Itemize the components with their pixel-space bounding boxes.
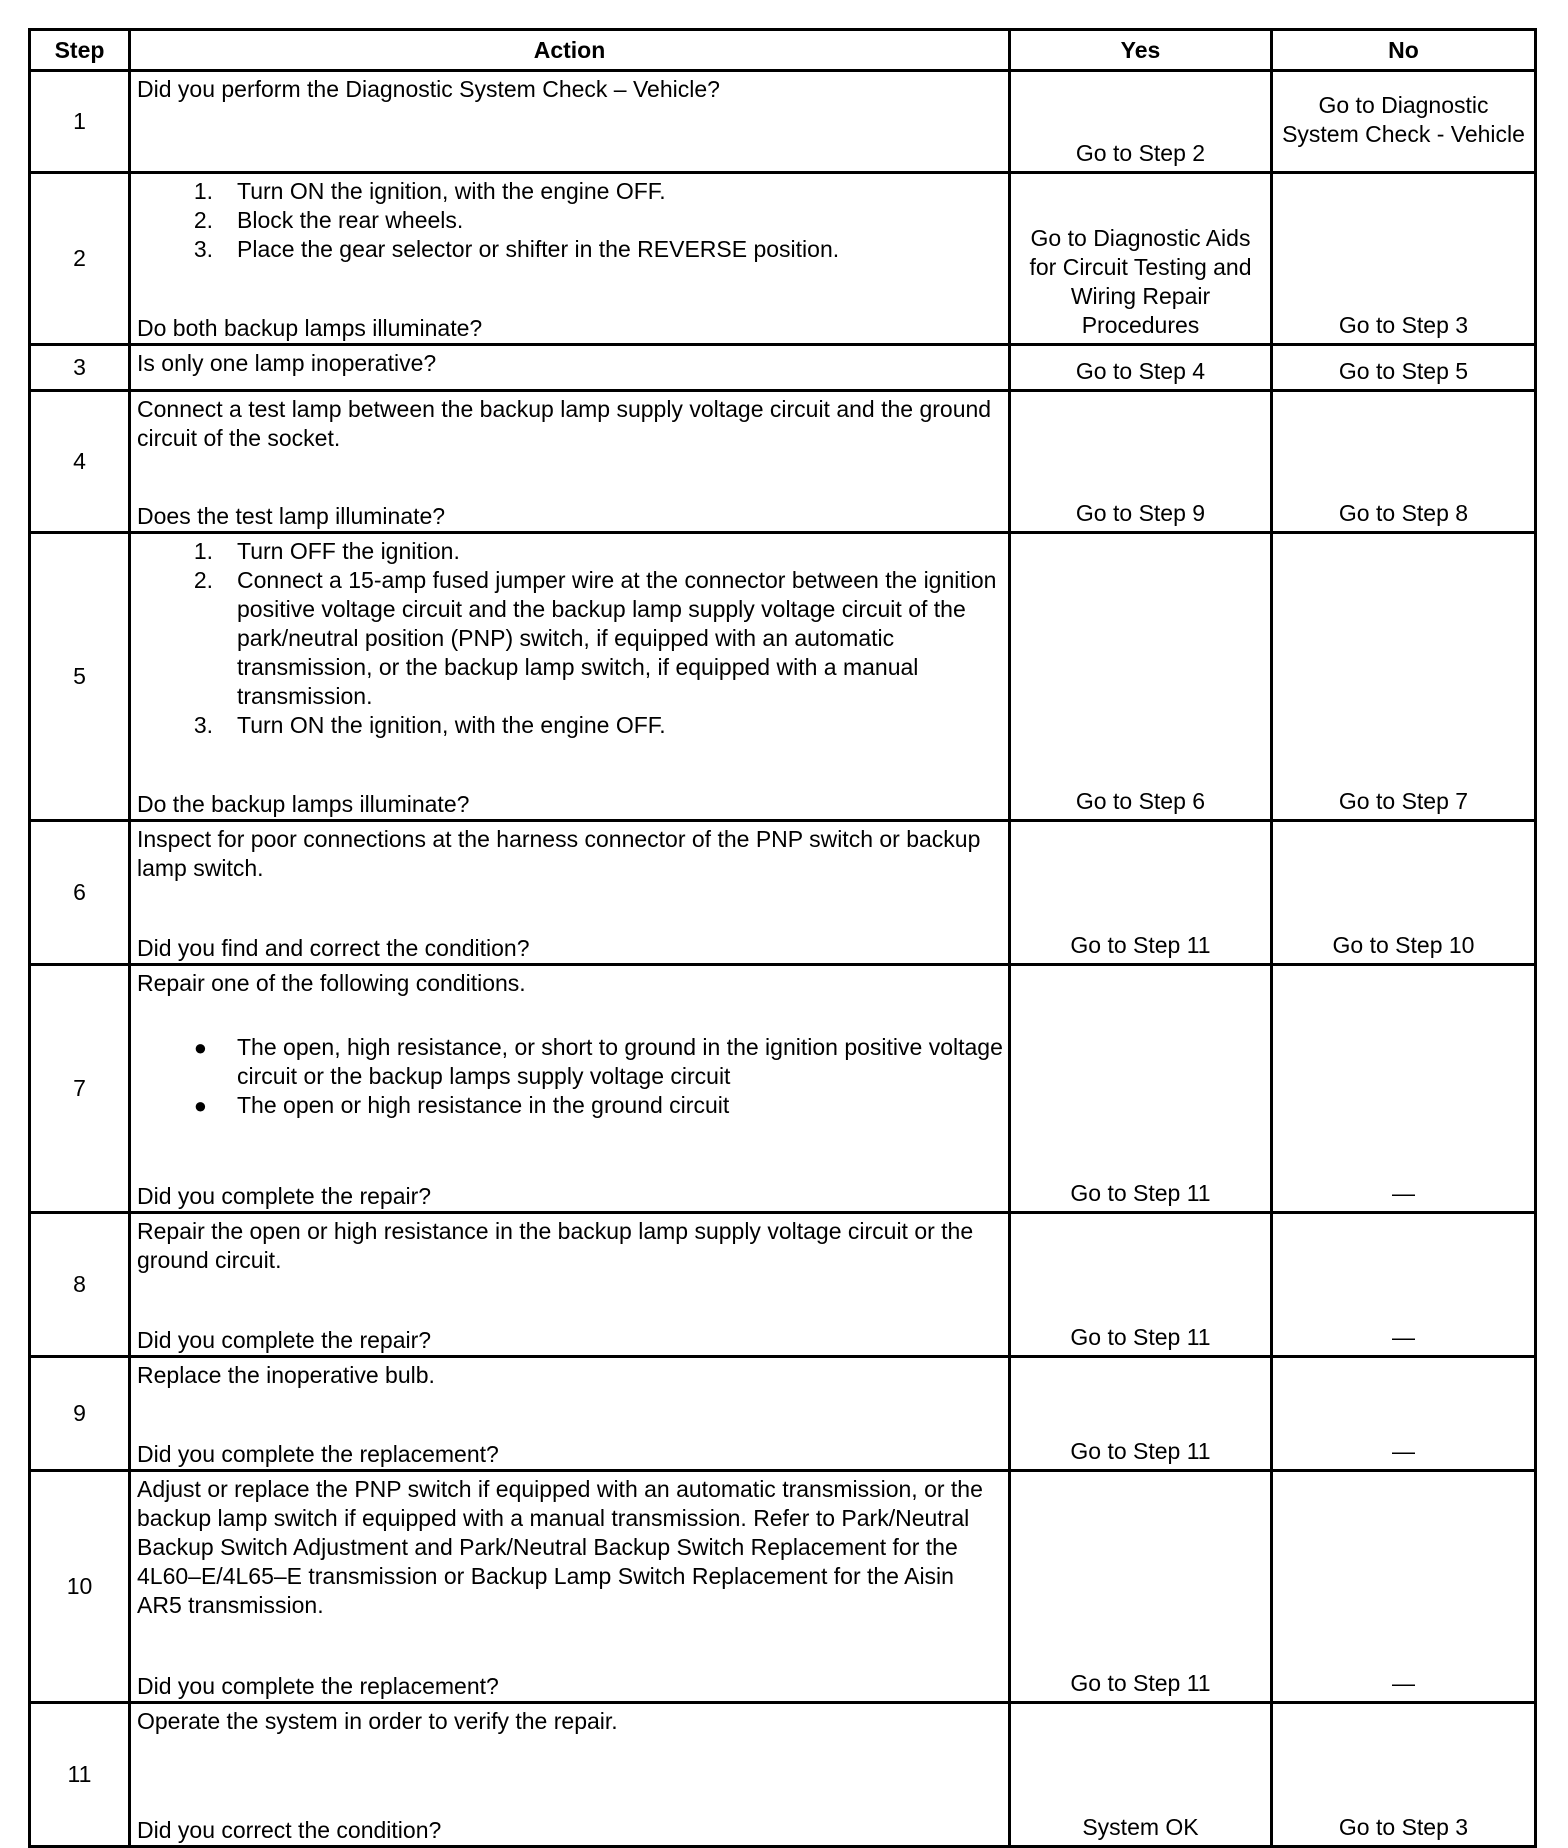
action-instructions bbox=[137, 825, 1003, 883]
no-result: Go to Step 7 bbox=[1272, 533, 1536, 821]
action-question: Did you complete the replacement? bbox=[137, 1673, 499, 1699]
diagnostic-table bbox=[28, 28, 1537, 1848]
list-item bbox=[137, 711, 1003, 740]
action-cell bbox=[130, 71, 1010, 173]
yes-result: Go to Step 6 bbox=[1010, 533, 1272, 821]
step-number: 9 bbox=[30, 1357, 130, 1471]
action-cell bbox=[130, 345, 1010, 391]
action-content bbox=[137, 349, 1003, 389]
list-number: 3. bbox=[193, 236, 213, 262]
list-item bbox=[137, 177, 1003, 206]
yes-result: Go to Diagnostic Aids for Circuit Testing and Wiring Repair Procedures bbox=[1010, 173, 1272, 345]
action-instructions bbox=[137, 1707, 1003, 1736]
list-item bbox=[137, 206, 1003, 235]
step-row bbox=[30, 965, 1536, 1213]
action-instructions bbox=[137, 395, 1003, 453]
numbered-list bbox=[137, 537, 1003, 740]
action-cell bbox=[130, 173, 1010, 345]
action-content bbox=[137, 1361, 1003, 1469]
action-text: Is only one lamp inoperative? bbox=[137, 350, 437, 376]
action-text: Repair one of the following conditions. bbox=[137, 970, 526, 996]
yes-result: System OK bbox=[1010, 1703, 1272, 1847]
step-row bbox=[30, 1357, 1536, 1471]
list-item-text: Turn ON the ignition, with the engine OFF. bbox=[237, 178, 666, 204]
action-cell bbox=[130, 533, 1010, 821]
list-item-text: The open, high resistance, or short to ground in the ignition positive voltage circuit or the backup lamps supply voltage circuit bbox=[237, 1034, 1003, 1089]
no-result: Go to Step 8 bbox=[1272, 391, 1536, 533]
step-row bbox=[30, 345, 1536, 391]
action-cell bbox=[130, 391, 1010, 533]
no-result: Go to Step 5 bbox=[1272, 345, 1536, 391]
list-item bbox=[137, 566, 1003, 711]
action-content bbox=[137, 177, 1003, 343]
yes-result: Go to Step 4 bbox=[1010, 345, 1272, 391]
action-text: Adjust or replace the PNP switch if equipped with an automatic transmission, or the backup lamp switch if equipped with a manual transmission. Refer to Park/Neutral Backup Switch Adjustment and Park/Neutral Backup Switch Replacement for the 4L60–E/4L65–E transmission or Backup Lamp Switch Replacement for the Aisin AR5 transmission. bbox=[137, 1476, 983, 1618]
action-content bbox=[137, 395, 1003, 531]
action-content bbox=[137, 1217, 1003, 1355]
action-cell bbox=[130, 1357, 1010, 1471]
list-number: 1. bbox=[193, 178, 213, 204]
action-instructions bbox=[137, 1475, 1003, 1620]
action-cell bbox=[130, 1471, 1010, 1703]
yes-result: Go to Step 11 bbox=[1010, 1357, 1272, 1471]
list-item bbox=[137, 537, 1003, 566]
list-item-text: Turn ON the ignition, with the engine OFF. bbox=[237, 712, 666, 738]
action-content bbox=[137, 537, 1003, 819]
action-cell bbox=[130, 1703, 1010, 1847]
step-number: 8 bbox=[30, 1213, 130, 1357]
list-item-text: The open or high resistance in the ground circuit bbox=[237, 1092, 730, 1118]
list-item bbox=[137, 1091, 1003, 1120]
list-item-text: Place the gear selector or shifter in the REVERSE position. bbox=[237, 236, 840, 262]
list-item-text: Turn OFF the ignition. bbox=[237, 538, 460, 564]
step-row bbox=[30, 391, 1536, 533]
step-row bbox=[30, 71, 1536, 173]
action-cell bbox=[130, 965, 1010, 1213]
step-row bbox=[30, 1213, 1536, 1357]
step-number: 10 bbox=[30, 1471, 130, 1703]
step-number: 4 bbox=[30, 391, 130, 533]
step-number: 11 bbox=[30, 1703, 130, 1847]
list-item bbox=[137, 235, 1003, 264]
step-row bbox=[30, 821, 1536, 965]
action-question: Did you correct the condition? bbox=[137, 1817, 442, 1843]
action-cell bbox=[130, 821, 1010, 965]
action-question: Do the backup lamps illuminate? bbox=[137, 791, 470, 817]
step-row bbox=[30, 1703, 1536, 1847]
list-number: 2. bbox=[193, 567, 213, 593]
action-content bbox=[137, 1475, 1003, 1701]
step-number: 5 bbox=[30, 533, 130, 821]
yes-result: Go to Step 9 bbox=[1010, 391, 1272, 533]
action-cell bbox=[130, 1213, 1010, 1357]
no-result: Go to Step 3 bbox=[1272, 1703, 1536, 1847]
action-question: Does the test lamp illuminate? bbox=[137, 503, 446, 529]
step-number: 3 bbox=[30, 345, 130, 391]
header-action: Action bbox=[130, 30, 1010, 71]
yes-result: Go to Step 11 bbox=[1010, 965, 1272, 1213]
header-no: No bbox=[1272, 30, 1536, 71]
list-number: 2. bbox=[193, 207, 213, 233]
action-instructions bbox=[137, 537, 1003, 740]
yes-result: Go to Step 2 bbox=[1010, 71, 1272, 173]
no-result: Go to Diagnostic System Check - Vehicle bbox=[1272, 71, 1536, 173]
bullet-marker: ● bbox=[193, 1093, 207, 1118]
no-result: — bbox=[1272, 1213, 1536, 1357]
bullet-list bbox=[137, 1033, 1003, 1120]
list-item-text: Block the rear wheels. bbox=[237, 207, 464, 233]
step-number: 7 bbox=[30, 965, 130, 1213]
action-text: Connect a test lamp between the backup lamp supply voltage circuit and the ground circuit of the socket. bbox=[137, 396, 992, 451]
numbered-list bbox=[137, 177, 1003, 264]
action-content bbox=[137, 1707, 1003, 1845]
action-question: Did you find and correct the condition? bbox=[137, 935, 530, 961]
header-row bbox=[30, 30, 1536, 71]
no-result: — bbox=[1272, 965, 1536, 1213]
action-instructions bbox=[137, 969, 1003, 1120]
no-result: Go to Step 10 bbox=[1272, 821, 1536, 965]
list-number: 1. bbox=[193, 538, 213, 564]
action-question: Did you complete the replacement? bbox=[137, 1441, 499, 1467]
no-result: — bbox=[1272, 1357, 1536, 1471]
step-number: 1 bbox=[30, 71, 130, 173]
header-step: Step bbox=[30, 30, 130, 71]
step-row bbox=[30, 533, 1536, 821]
yes-result: Go to Step 11 bbox=[1010, 1471, 1272, 1703]
action-text: Did you perform the Diagnostic System Check – Vehicle? bbox=[137, 76, 720, 102]
step-number: 2 bbox=[30, 173, 130, 345]
action-question: Do both backup lamps illuminate? bbox=[137, 315, 483, 341]
list-number: 3. bbox=[193, 712, 213, 738]
action-instructions bbox=[137, 75, 1003, 104]
action-instructions bbox=[137, 1217, 1003, 1275]
action-question: Did you complete the repair? bbox=[137, 1327, 432, 1353]
no-result: — bbox=[1272, 1471, 1536, 1703]
yes-result: Go to Step 11 bbox=[1010, 1213, 1272, 1357]
action-text: Operate the system in order to verify the repair. bbox=[137, 1708, 618, 1734]
action-text: Repair the open or high resistance in the backup lamp supply voltage circuit or the ground circuit. bbox=[137, 1218, 974, 1273]
header-yes: Yes bbox=[1010, 30, 1272, 71]
action-text: Inspect for poor connections at the harness connector of the PNP switch or backup lamp switch. bbox=[137, 826, 981, 881]
step-number: 6 bbox=[30, 821, 130, 965]
yes-result: Go to Step 11 bbox=[1010, 821, 1272, 965]
action-content bbox=[137, 969, 1003, 1211]
bullet-marker: ● bbox=[193, 1035, 207, 1060]
action-content bbox=[137, 825, 1003, 963]
action-instructions bbox=[137, 1361, 1003, 1390]
list-item-text: Connect a 15-amp fused jumper wire at the connector between the ignition positive voltage circuit and the backup lamp supply voltage circuit of the park/neutral position (PNP) switch, if equipped with an automatic transmission, or the backup lamp switch, if equipped with a manual transmission. bbox=[237, 567, 997, 709]
step-row bbox=[30, 173, 1536, 345]
action-content bbox=[137, 75, 1003, 171]
list-item bbox=[137, 1033, 1003, 1091]
action-instructions bbox=[137, 177, 1003, 264]
action-question: Did you complete the repair? bbox=[137, 1183, 432, 1209]
action-instructions bbox=[137, 349, 1003, 378]
step-row bbox=[30, 1471, 1536, 1703]
no-result: Go to Step 3 bbox=[1272, 173, 1536, 345]
action-text: Replace the inoperative bulb. bbox=[137, 1362, 435, 1388]
